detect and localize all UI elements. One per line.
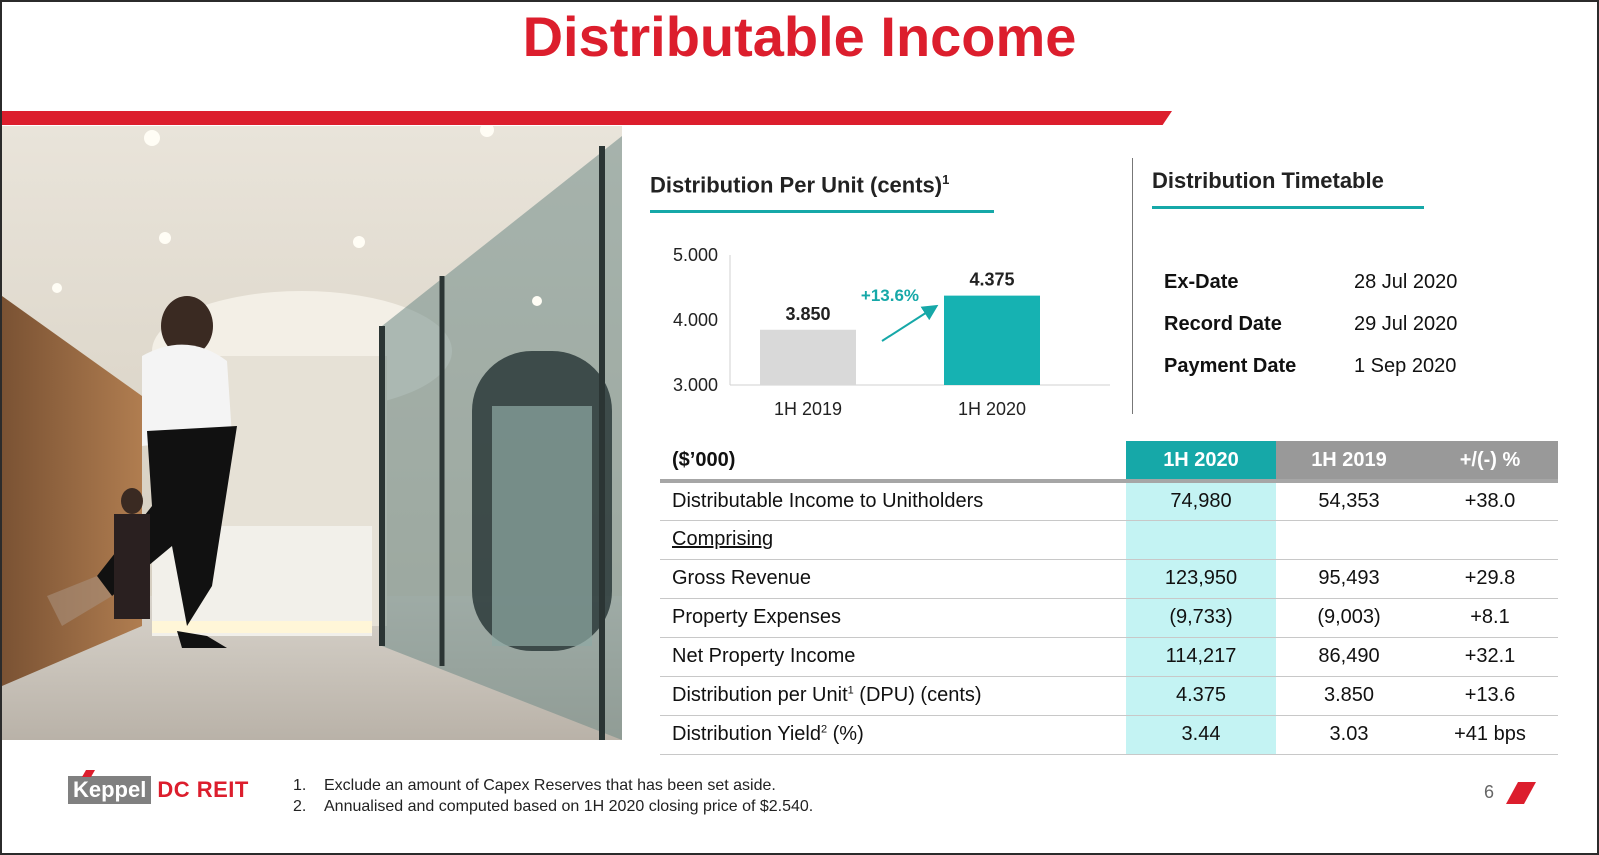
- timetable-title-underline: [1152, 206, 1424, 209]
- table-row: [660, 559, 1558, 598]
- row-change: [1422, 520, 1558, 559]
- bar-1h-2019: [760, 330, 856, 385]
- row-label: Gross Revenue: [660, 559, 1126, 598]
- row-1h2019: [1276, 520, 1422, 559]
- row-1h2020: (9,733): [1126, 598, 1276, 637]
- footnotes: [293, 775, 813, 817]
- row-1h2020: 3.44: [1126, 715, 1276, 754]
- row-1h2020: 114,217: [1126, 637, 1276, 676]
- dpu-chart-title-note: 1: [942, 172, 950, 187]
- keppel-dc-reit-logo: [68, 776, 249, 804]
- row-label: Distributable Income to Unitholders: [660, 481, 1126, 520]
- row-1h2019: 3.850: [1276, 676, 1422, 715]
- row-1h2019: 3.03: [1276, 715, 1422, 754]
- timetable-label: Payment Date: [1164, 355, 1297, 377]
- timetable-value: 29 Jul 2020: [1354, 313, 1458, 335]
- row-change: +29.8: [1422, 559, 1558, 598]
- row-label-cell: [660, 676, 1126, 715]
- distributable-income-table: [660, 441, 1558, 755]
- row-1h2020: 74,980: [1126, 481, 1276, 520]
- row-1h2020: 123,950: [1126, 559, 1276, 598]
- row-change: +8.1: [1422, 598, 1558, 637]
- table-row: [660, 598, 1558, 637]
- bar-1h-2020: [944, 296, 1040, 385]
- y-tick-label: 5.000: [672, 245, 718, 265]
- row-label-note: 1: [847, 684, 854, 697]
- header-units: ($’000): [660, 441, 1126, 481]
- row-1h2019: 54,353: [1276, 481, 1422, 520]
- row-label: Net Property Income: [660, 637, 1126, 676]
- y-tick-label: 3.000: [672, 375, 718, 395]
- footnote-number: 1.: [293, 777, 307, 794]
- logo-keppel: Keppel: [68, 776, 151, 804]
- dpu-title-underline: [650, 210, 994, 213]
- row-label-cell: [660, 520, 1126, 559]
- dpu-bar-chart: [650, 235, 1120, 435]
- footnote-text: Annualised and computed based on 1H 2020 closing price of $2.540.: [324, 798, 814, 815]
- title-red-bar: [2, 111, 1172, 125]
- row-label-suffix: (%): [827, 723, 864, 745]
- footnote-number: 2.: [293, 798, 307, 815]
- row-label-note: 2: [820, 723, 828, 736]
- x-tick-label: 1H 2020: [957, 399, 1027, 419]
- section-divider: [1132, 158, 1133, 414]
- lobby-photo-illustration: [2, 126, 622, 740]
- table-row: [660, 481, 1558, 520]
- bar-value-label: 3.850: [785, 303, 831, 324]
- row-label: Property Expenses: [660, 598, 1126, 637]
- dpu-chart-title: [650, 172, 949, 198]
- logo-dc-reit: DC REIT: [157, 777, 249, 802]
- row-1h2020: [1126, 520, 1276, 559]
- row-change: +13.6: [1422, 676, 1558, 715]
- row-label-cell: [660, 715, 1126, 754]
- table-row: [660, 676, 1558, 715]
- y-tick-label: 4.000: [672, 310, 718, 330]
- row-label: Distribution per Unit: [672, 684, 848, 706]
- timetable-label: Ex-Date: [1164, 271, 1239, 293]
- timetable-value: 28 Jul 2020: [1354, 271, 1458, 293]
- row-label-suffix: (DPU) (cents): [853, 684, 982, 706]
- timetable-label: Record Date: [1164, 313, 1282, 335]
- growth-arrow: [882, 307, 935, 341]
- row-change: +38.0: [1422, 481, 1558, 520]
- x-tick-label: 1H 2019: [773, 399, 843, 419]
- row-change: +32.1: [1422, 637, 1558, 676]
- timetable-value: 1 Sep 2020: [1354, 355, 1457, 377]
- footnote-text: Exclude an amount of Capex Reserves that has been set aside.: [324, 777, 776, 794]
- row-1h2019: (9,003): [1276, 598, 1422, 637]
- bar-value-label: 4.375: [969, 269, 1015, 290]
- table-row: [660, 715, 1558, 754]
- table-row: [660, 520, 1558, 559]
- timetable-title: Distribution Timetable: [1152, 168, 1384, 193]
- row-change: +41 bps: [1422, 715, 1558, 754]
- row-1h2019: 95,493: [1276, 559, 1422, 598]
- row-label: Distribution Yield: [672, 723, 821, 745]
- row-1h2020: 4.375: [1126, 676, 1276, 715]
- footnote: [293, 775, 813, 796]
- header-1h2019: 1H 2019: [1276, 441, 1422, 481]
- header-1h2020: 1H 2020: [1126, 441, 1276, 481]
- table-row: [660, 637, 1558, 676]
- table-header-row: [660, 441, 1558, 481]
- row-1h2019: 86,490: [1276, 637, 1422, 676]
- row-label: Comprising: [672, 528, 774, 550]
- page-number: 6: [1484, 782, 1495, 802]
- footnote: [293, 796, 813, 817]
- lobby-photo: [2, 126, 622, 740]
- growth-annotation: +13.6%: [860, 286, 920, 305]
- slide-title: Distributable Income: [522, 5, 1077, 68]
- header-change: +/(-) %: [1422, 441, 1558, 481]
- dpu-chart-title-text: Distribution Per Unit (cents): [650, 172, 943, 198]
